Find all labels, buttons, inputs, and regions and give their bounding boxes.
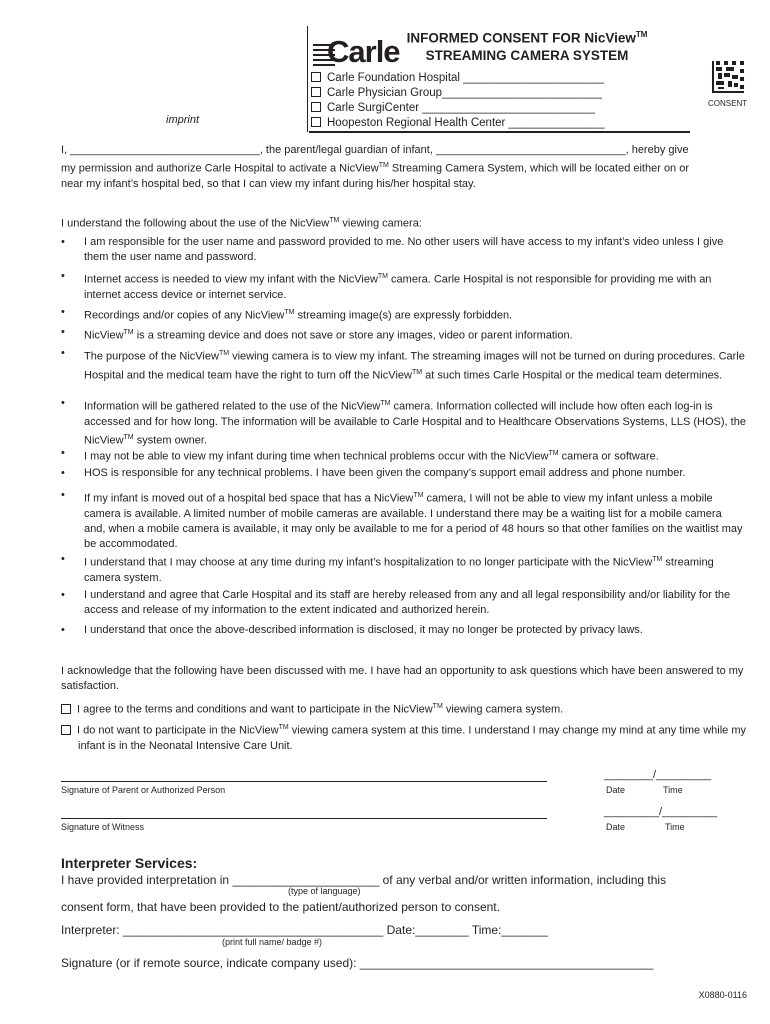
parent-datetime-field[interactable]: ________/_________ — [604, 769, 712, 781]
witness-signature-line[interactable] — [61, 818, 547, 819]
tm-mark: TM — [652, 556, 663, 563]
text-part: The purpose of the NicView — [84, 350, 219, 363]
tm-mark: TM — [380, 400, 391, 407]
bullet-dot: • — [61, 270, 65, 282]
facility-option-2[interactable]: Carle Physician Group_________________________ — [311, 87, 602, 99]
bullet-dot: • — [61, 447, 65, 459]
print-name-label: (print full name/ badge #) — [222, 937, 323, 947]
carle-logo — [313, 34, 413, 72]
interpreter-line-2: consent form, that have been provided to the patient/authorized person to consent. — [61, 900, 500, 914]
checkbox[interactable] — [311, 72, 321, 82]
tm-mark: TM — [284, 309, 295, 316]
tm-mark: TM — [411, 368, 423, 376]
date-label: Date — [606, 822, 626, 832]
text-part: camera, I will not be able to view my infant unless a mobile camera is available. A limited number of mobile cameras are available. I understand there may be a waiting list for a mobile camera and, when a mobile camera is available, it may only be available to me for a period of 48 hours so that other families on the waitlist may be accommodated. — [84, 492, 743, 550]
bullet-text: I understand and agree that Carle Hospital and its staff are hereby released from any and all legal responsibility and/or liability for the access and release of my information to the extent indicated and authorized herein. — [84, 589, 731, 616]
bullet-text — [84, 552, 746, 586]
option-text: I agree to the terms and conditions and want to participate in the NicView — [77, 703, 433, 716]
bullet-text: I am responsible for the user name and password provided to me. No other users will have access to my infant’s video unless I give them the user name and password. — [84, 236, 724, 263]
bullet-text: HOS is responsible for any technical problems. I have been given the company’s support email address and phone number. — [84, 467, 686, 479]
interpreter-name-date-time-field[interactable]: Interpreter: _______________________________________ Date:________ Time:_______ — [61, 923, 549, 937]
language-field[interactable]: I have provided interpretation in ______________________ — [61, 873, 380, 887]
checkbox[interactable] — [311, 117, 321, 127]
tm-mark: TM — [329, 217, 340, 224]
text-part: Information will be gathered related to the use of the NicView — [84, 400, 381, 413]
text-part: at such times Carle Hospital or the medical team determines. — [422, 369, 723, 382]
facility-option-4[interactable]: Hoopeston Regional Health Center _______________ — [311, 117, 605, 129]
bullet-dot: • — [61, 397, 65, 409]
option-text: I do not want to participate in the NicView — [77, 724, 279, 737]
header-divider — [307, 26, 308, 132]
imprint-label: imprint — [166, 114, 200, 126]
title-line-2: STREAMING CAMERA SYSTEM — [425, 47, 629, 63]
text-part: I may not be able to view my infant during time when technical problems occur with the NicView — [84, 450, 549, 463]
intro-paragraph — [61, 143, 746, 192]
time-label: Time — [665, 822, 685, 832]
tm-mark: TM — [123, 433, 134, 441]
decline-checkbox[interactable] — [61, 725, 71, 735]
agree-option[interactable] — [61, 699, 746, 718]
interpreter-title: Interpreter Services: — [61, 855, 198, 871]
understand-text: viewing camera: — [339, 217, 422, 230]
text-part: Internet access is needed to view my infant with the NicView — [84, 273, 378, 286]
text-part: camera or software. — [558, 450, 659, 463]
tm-mark: TM — [548, 450, 559, 457]
text-part: camera. Carle Hospital is not responsible for providing me with an internet access device or internet service. — [84, 273, 712, 301]
agree-checkbox[interactable] — [61, 704, 71, 714]
text-part: streaming image(s) are expressly forbidden. — [294, 309, 513, 322]
title-line-1: INFORMED CONSENT FOR NicView — [406, 30, 636, 46]
bullet-text — [84, 396, 746, 448]
bullet-dot: • — [61, 489, 65, 501]
text-part: viewing camera is to view my infant. The streaming images will not be turned on during procedures. Carle Hospital and the medical team have the right to turn off the NicView — [84, 350, 745, 382]
witness-signature-label: Signature of Witness — [61, 822, 145, 832]
header-rule — [309, 131, 690, 133]
facility-option-1[interactable]: Carle Foundation Hospital ______________________ — [311, 72, 604, 84]
bullet-text — [84, 305, 746, 324]
decline-option[interactable] — [61, 720, 746, 754]
date-label: Date — [606, 785, 626, 795]
bullet-text: I understand that once the above-described information is disclosed, it may no longer be protected by privacy laws. — [84, 624, 643, 636]
form-title — [402, 26, 652, 64]
text-part: streaming camera system. — [84, 556, 714, 584]
checkbox[interactable] — [311, 87, 321, 97]
bullet-dot: • — [61, 306, 65, 318]
logo-text: Carle — [327, 34, 400, 69]
interpreter-signature-field[interactable]: Signature (or if remote source, indicate company used): ____________________________________________ — [61, 956, 654, 970]
intro-text: my permission and authorize Carle Hospital to activate a NicView — [61, 162, 379, 175]
parent-signature-label: Signature of Parent or Authorized Person — [61, 785, 226, 795]
text-part: is a streaming device and does not save or store any images, video or parent information. — [133, 329, 573, 342]
parent-signature-line[interactable] — [61, 781, 547, 782]
bullet-dot: • — [61, 553, 65, 565]
text-part: camera. Information collected will include how often each log-in is accessed and for how long. The information will be available to Carle Hospital and to Healthcare Observations Systems, LLS (HOS), the NicView — [84, 400, 746, 447]
bullet-dot: • — [61, 236, 65, 248]
bullet-dot: • — [61, 624, 65, 636]
understand-heading — [61, 213, 746, 232]
bullet-dot: • — [61, 347, 65, 359]
text-part: NicView — [84, 329, 124, 342]
tm-mark: TM — [378, 162, 389, 169]
datamatrix-code — [712, 61, 744, 93]
option-text: viewing camera system at this time. I understand I may change my mind at any time while my infant is in the Neonatal Intensive Care Unit. — [78, 724, 746, 752]
consent-tag: CONSENT — [708, 99, 748, 108]
guardian-line: I, _______________________________, the parent/legal guardian of infant, _______________________________, hereby give — [61, 144, 689, 156]
tm-mark: TM — [413, 492, 424, 499]
bullet-dot: • — [61, 326, 65, 338]
text-part: If my infant is moved out of a hospital bed space that has a NicView — [84, 492, 414, 505]
bullet-text — [84, 269, 746, 303]
bullet-dot: • — [61, 467, 65, 479]
interpreter-text: of any verbal and/or written information, including this — [382, 873, 667, 887]
option-text: viewing camera system. — [442, 703, 564, 716]
tm-mark: TM — [218, 350, 230, 357]
bullet-text — [84, 346, 746, 383]
facility-option-3[interactable]: Carle SurgiCenter ___________________________ — [311, 102, 595, 114]
understand-text: I understand the following about the use of the NicView — [61, 217, 330, 230]
bullet-text — [84, 446, 746, 465]
type-of-language-label: (type of language) — [288, 886, 361, 896]
intro-text: Streaming Camera System, which will be located either on or — [388, 162, 690, 175]
form-code: X0880-0116 — [698, 990, 747, 1000]
title-tm: TM — [635, 30, 648, 39]
tm-mark: TM — [278, 724, 289, 731]
text-part: Recordings and/or copies of any NicView — [84, 309, 285, 322]
tm-mark: TM — [432, 703, 443, 710]
intro-text: near my infant’s hospital bed, so that I can view my infant during his/her hospital stay. — [61, 177, 476, 190]
tm-mark: TM — [123, 329, 134, 336]
tm-mark: TM — [377, 273, 388, 280]
time-label: Time — [663, 785, 683, 795]
checkbox[interactable] — [311, 102, 321, 112]
witness-datetime-field[interactable]: _________/_________ — [604, 806, 718, 818]
bullet-dot: • — [61, 589, 65, 601]
text-part: system owner. — [133, 434, 207, 447]
interpreter-line-1 — [61, 873, 666, 887]
bullet-text — [84, 325, 746, 344]
bullet-text — [84, 488, 746, 552]
acknowledge-paragraph: I acknowledge that the following have been discussed with me. I have had an opportunity to ask questions which have been answered to my satisfaction. — [61, 665, 744, 692]
text-part: I understand that I may choose at any time during my infant’s hospitalization to no longer participate with the NicView — [84, 556, 653, 569]
